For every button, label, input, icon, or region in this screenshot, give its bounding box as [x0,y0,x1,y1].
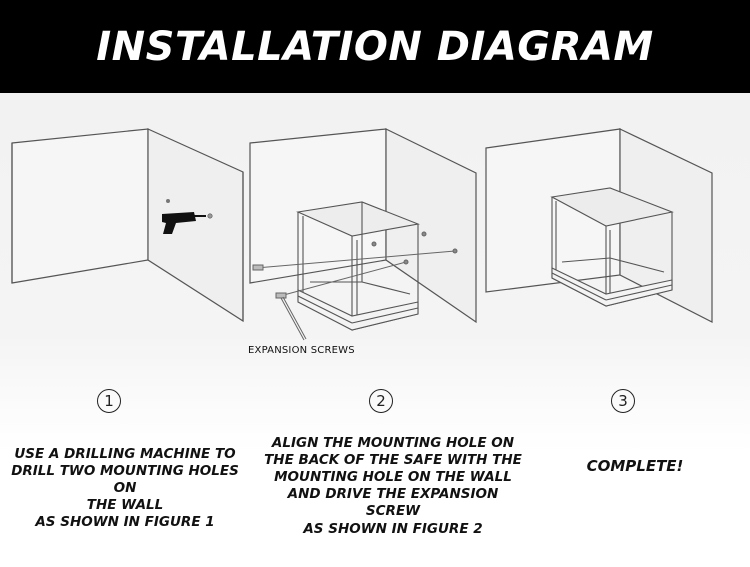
expansion-screws-label: EXPANSION SCREWS [248,345,355,356]
page-title: INSTALLATION DIAGRAM [96,23,654,70]
step-1-text: USE A DRILLING MACHINE TO DRILL TWO MOUNTING HOLES ON THE WALL [11,446,239,513]
step-1-reference: AS SHOWN IN FIGURE 1 [35,514,215,530]
header-bar [0,0,750,93]
step-3-text: COMPLETE! [586,457,684,475]
step-1-number: 1 [97,389,121,413]
figure-1 [12,129,243,321]
step-2-text: ALIGN THE MOUNTING HOLE ON THE BACK OF THE SAFE WITH THE MOUNTING HOLE ON THE WALL AND DRIVE THE EXPANSION SCREW [264,435,522,519]
step-2-number: 2 [369,389,393,413]
step-2-reference: AS SHOWN IN FIGURE 2 [303,521,483,537]
step-3-number: 3 [611,389,635,413]
installation-figures [0,93,750,353]
